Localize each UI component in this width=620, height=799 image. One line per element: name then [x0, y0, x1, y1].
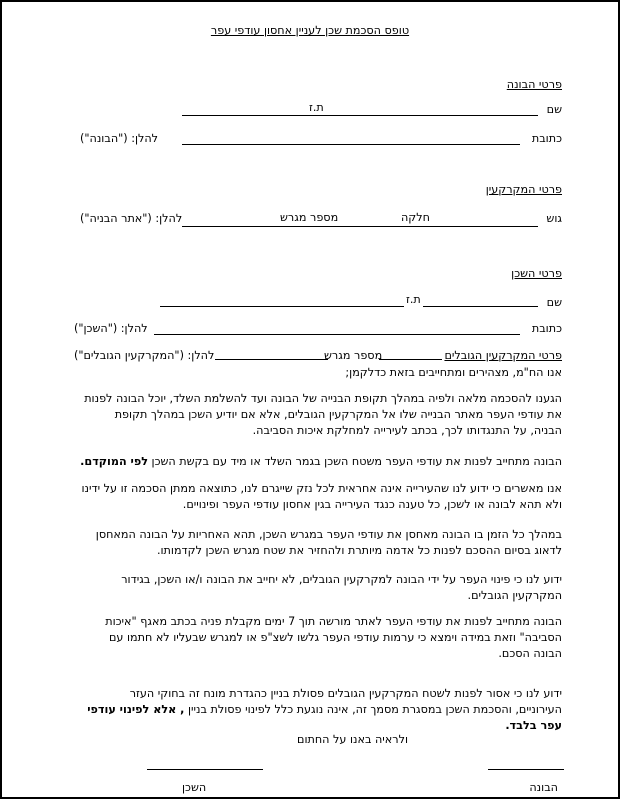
paragraph-7-bold: , אלא לפינוי עודפי עפר בלבד.: [87, 703, 562, 732]
property-heading: פרטי המקרקעין: [485, 183, 562, 196]
adjacent-plot-line[interactable]: [215, 359, 328, 360]
builder-address-label: כתובת: [531, 132, 562, 145]
form-title: טופס הסכמת שכן לעניין אחסון עודפי עפר: [210, 24, 410, 37]
property-block-line[interactable]: [182, 226, 538, 227]
neighbor-name-label: שם: [546, 296, 562, 309]
builder-name-label: שם: [546, 103, 562, 116]
paragraph-6: הבונה מתחייב לפנות את עודפי העפר לאתר מורשה תוך 7 ימים מקבלת פניה בכתב מאגף "איכות הסביבה" וזאת במידה וימצא כי ערמות עודפי העפר גלשו לשצ"פ או למגרש שבעליו לא חתמו עם הבונה הסכם.: [105, 615, 562, 660]
builder-id-label: ת.ז: [309, 101, 324, 114]
neighbor-signature-label: השכן: [182, 781, 207, 794]
neighbor-id-label: ת.ז: [406, 293, 421, 306]
property-block-label: גוש: [546, 212, 562, 225]
adjacent-label: פרטי המקרקעין הגובלים: [444, 349, 562, 362]
neighbor-address-label: כתובת: [531, 322, 562, 335]
adjacent-hereinafter: להלן: ("המקרקעין הגובלים"): [74, 349, 215, 362]
builder-heading: פרטי הבונה: [506, 78, 562, 91]
paragraph-5: ידוע לנו כי פינוי העפר על ידי הבונה למקרקעין הגובלים, לא יחייב את הבונה ו/או השכן, בגידור המקרקעין הגובלים.: [121, 573, 562, 602]
neighbor-signature-line[interactable]: [147, 769, 263, 770]
builder-name-line[interactable]: [182, 115, 538, 116]
paragraph-7-text: ידוע לנו כי אסור לפנות לשטח המקרקעין הגובלים פסולת בניין כהגדרת מונח זה בחוקי העזר העירוניים, והסכמת השכן במסגרת מסמך זה, אינה נוגעת כלל לפינוי פסולת בניין: [129, 687, 562, 716]
paragraph-2-text: הבונה מתחייב לפנות את עודפי העפר משטח השכן בגמר השלד או מיד עם בקשת השכן: [147, 455, 562, 468]
paragraph-7: [80, 686, 562, 734]
neighbor-address-line[interactable]: [154, 334, 520, 335]
declaration: אנו הח"מ, מצהירים ומתחייבים בזאת כדלקמן;: [345, 366, 562, 379]
closing-text: ולראיה באנו על החתום: [297, 733, 408, 746]
neighbor-hereinafter: להלן: ("השכן"): [74, 322, 148, 335]
paragraph-2-bold: לפי המוקדם.: [80, 455, 148, 468]
builder-address-line[interactable]: [182, 144, 520, 145]
property-parcel-label: חלקה: [401, 211, 430, 224]
builder-hereinafter: להלן: ("הבונה"): [80, 132, 159, 145]
property-plot-label: מספר מגרש: [280, 211, 339, 224]
neighbor-heading: פרטי השכן: [511, 267, 562, 280]
builder-signature-line[interactable]: [488, 769, 564, 770]
adjacent-plot-label: מספר מגרש: [324, 349, 383, 362]
neighbor-name-line[interactable]: [160, 306, 538, 307]
paragraph-1: הגענו להסכמה מלאה ולפיה במהלך תקופת הבנייה של הבונה ועד להשלמת השלד, יוכל הבונה לפנות את עודפי העפר מאתר הבנייה שלו אל המקרקעין הגובלים, אלא אם יודיע השכן במהלך תקופת הבניה, על התנגדותו לכך, בכתב לעירייה למחלקת איכות הסביבה.: [84, 392, 562, 437]
builder-signature-label: הבונה: [529, 781, 558, 794]
paragraph-2: [80, 454, 562, 470]
paragraph-4: במהלך כל הזמן בו הבונה מאחסן את עודפי העפר במגרש השכן, תהא האחריות על הבונה המאחסן לדאוג בסיום ההסכם לפנות כל אדמה מיותרת ולהחזיר את שטח מגרש השכן לקדמותו.: [95, 528, 562, 557]
property-hereinafter: להלן: ("אתר הבניה"): [80, 212, 183, 225]
paragraph-3: אנו מאשרים כי ידוע לנו שהעירייה אינה אחראית לכל נזק שייגרם לנו, כתוצאה ממתן הסכמה זו על ידינו ולא תהא לבונה או לשכן, כל טענה כנגד העירייה בגין אחסון עודפי העפר ופינויים.: [81, 482, 562, 511]
adjacent-land-line[interactable]: [379, 359, 442, 360]
